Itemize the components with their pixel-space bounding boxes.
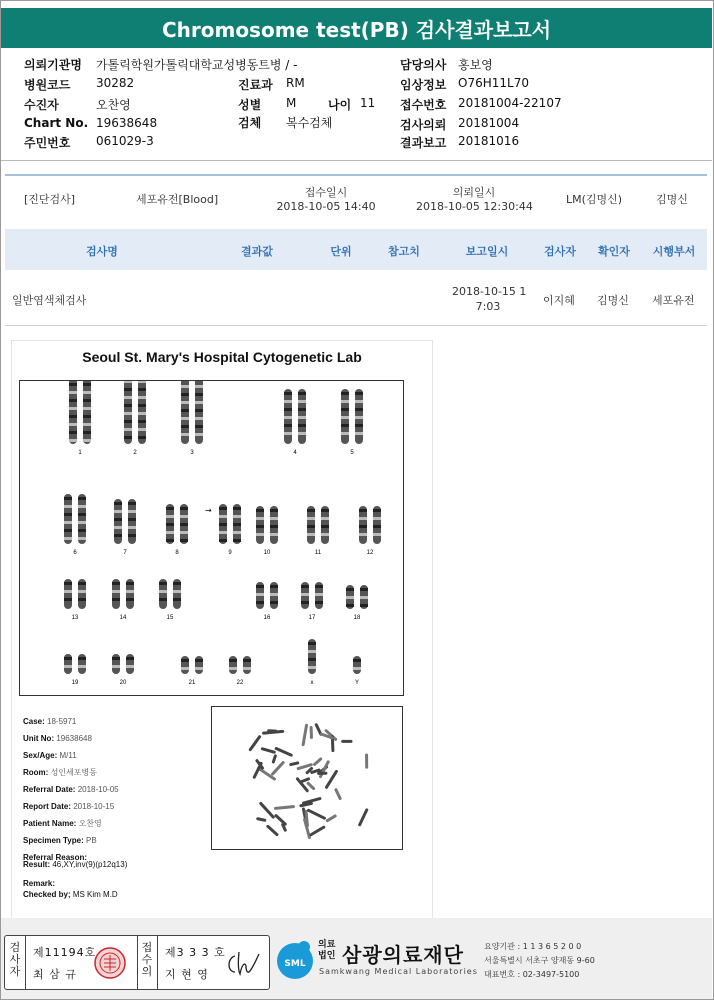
- chromosome-label: Y: [354, 680, 360, 686]
- chromosome-pair: [181, 656, 203, 686]
- metaphase-chromosome: [326, 771, 336, 787]
- request-time-value: 2018-10-05 12:30:44: [416, 200, 533, 213]
- chromosome-label: 10: [263, 550, 271, 556]
- metaphase-chromosome: [312, 770, 319, 772]
- report-field-label: Specimen Type:: [23, 836, 86, 845]
- report-field: [23, 815, 119, 832]
- report-field-label: Sex/Age:: [23, 751, 60, 760]
- doctor-label: 담당의사: [400, 58, 447, 72]
- clinical-label: 임상정보: [400, 78, 447, 92]
- report-date-label: 결과보고: [400, 136, 447, 150]
- header-checker: 확인자: [598, 245, 630, 258]
- chart-value: 19638648: [96, 116, 158, 130]
- chromosome-pair: [64, 654, 86, 686]
- report-field-value: PB: [85, 836, 97, 845]
- chromosome-pair: [112, 654, 134, 686]
- metaphase-chromosome: [273, 763, 284, 774]
- report-date-value: 20181016: [458, 134, 520, 148]
- metaphase-chromosome: [261, 803, 274, 817]
- chromosome-label: 17: [308, 615, 316, 621]
- karyotype-figure: [20, 381, 403, 695]
- row-report-time: [452, 284, 527, 314]
- metaphase-chromosome: [276, 816, 285, 825]
- dept-label: 진료과: [238, 78, 273, 92]
- row-report-time-line1: 2018-10-15 1: [452, 285, 527, 298]
- metaphase-chromosome: [262, 749, 274, 752]
- row-tester: 이지혜: [543, 294, 575, 307]
- metaphase-chromosome: [336, 790, 340, 799]
- org-address: 서울특별시 서초구 양재동 9-60: [484, 956, 595, 965]
- chromosome-label: 7: [123, 550, 127, 556]
- header-report-time: 보고일시: [465, 245, 509, 258]
- chromosome-label: 19: [71, 680, 79, 686]
- checked-by: [23, 889, 118, 900]
- tester-name: 최 삼 규: [33, 968, 77, 981]
- chromosome-label: 20: [119, 680, 127, 686]
- report-field-label: Case:: [23, 717, 48, 726]
- rrn-label: 주민번호: [24, 136, 71, 150]
- summary-top-border: [5, 174, 707, 176]
- chromosome-pair: [181, 381, 203, 456]
- chromosome-label: 1: [78, 450, 82, 456]
- receipt-no-label: 접수번호: [400, 98, 447, 112]
- report-result: [23, 859, 127, 870]
- institution-value: 가톨릭학원가톨릭대학교성병동트병 / -: [96, 58, 298, 72]
- age-value: 11: [360, 96, 376, 110]
- dept-value: RM: [286, 76, 305, 90]
- metaphase-chromosome: [291, 763, 298, 765]
- logo-text: SML: [284, 959, 306, 969]
- checked-value: MS Kim M.D: [72, 890, 118, 899]
- confirmer-name: 지 현 영: [165, 968, 209, 981]
- chromosome-label: 21: [188, 680, 196, 686]
- chromosome-pair: [159, 579, 181, 621]
- metaphase-chromosome: [250, 737, 259, 750]
- chromosome-pair: [64, 494, 86, 556]
- metaphase-chromosome: [273, 756, 275, 762]
- rrn-value: 061029-3: [96, 134, 154, 148]
- chromosome-pair: [341, 389, 363, 456]
- summary-receipt: [274, 186, 378, 214]
- result-label: Result:: [23, 860, 51, 869]
- signature-box: [4, 935, 270, 990]
- metaphase-chromosome: [311, 827, 324, 835]
- chromosome-pair: [69, 381, 91, 456]
- report-field: [23, 747, 119, 764]
- request-value: 20181004: [458, 116, 520, 130]
- chart-label: Chart No.: [24, 116, 89, 130]
- report-field-label: Referral Date:: [23, 785, 78, 794]
- chromosome-pair: [359, 506, 381, 556]
- specimen-label: 검체: [238, 116, 262, 130]
- metaphase-chromosome: [308, 810, 324, 818]
- chromosome-label: 11: [314, 550, 322, 556]
- arrow-icon: →: [205, 506, 212, 515]
- clinical-value: O76H11L70: [458, 76, 529, 90]
- summary-test-group: 세포유전[Blood]: [136, 193, 219, 206]
- metaphase-chromosome: [315, 759, 321, 764]
- header-department: 시행부서: [652, 245, 696, 258]
- chromosome-label: 9: [228, 550, 232, 556]
- metaphase-chromosome: [327, 816, 335, 821]
- summary-category: [진단검사]: [24, 193, 76, 206]
- report-field: [23, 764, 119, 781]
- result-value: 46,XY,inv(9)(p12q13): [52, 860, 128, 869]
- chromosome-label: 18: [353, 615, 361, 621]
- chromosome-label: 6: [73, 550, 77, 556]
- report-field-label: Report Date:: [23, 802, 74, 811]
- chromosome-label: 8: [175, 550, 179, 556]
- karyotype-image: [19, 380, 404, 696]
- org-name: 삼광의료재단: [342, 943, 464, 967]
- age-label: 나이: [328, 98, 352, 112]
- request-label: 검사의뢰: [400, 118, 447, 132]
- chromosome-pair: [219, 504, 241, 556]
- report-field-value: 19638648: [56, 734, 92, 743]
- lab-title: Seoul St. Mary's Hospital Cytogenetic Lab: [82, 349, 362, 365]
- chromosome-pair: [114, 499, 136, 556]
- report-field-label: Referral Reason:: [23, 853, 88, 862]
- chromosome-label: 5: [350, 450, 354, 456]
- chromosome-label: 16: [263, 615, 271, 621]
- examinee-label: 수진자: [24, 98, 59, 112]
- chromosome-label: x: [310, 680, 314, 686]
- report-title: Chromosome test(PB) 검사결과보고서: [1, 8, 712, 48]
- sig-divider: [25, 936, 26, 989]
- header-tester: 검사자: [544, 245, 576, 258]
- chromosome-label: 3: [190, 450, 194, 456]
- result-table-header: [5, 229, 707, 270]
- report-field-value: 2018-10-15: [73, 802, 115, 811]
- chromosome-pair: [308, 639, 316, 686]
- metaphase-chromosome: [276, 749, 291, 756]
- chromosome-label: 15: [166, 615, 174, 621]
- receipt-no-value: 20181004-22107: [458, 96, 562, 110]
- header-unit: 단위: [330, 245, 352, 258]
- confirmer-vertical-label: 접 수 의: [141, 941, 153, 978]
- org-phone: 대표번호 : 02-3497-5100: [484, 970, 580, 979]
- metaphase-chromosome: [303, 725, 306, 744]
- chromosome-pair: [124, 381, 146, 456]
- report-field-value: 2018-10-05: [77, 785, 119, 794]
- receipt-time-value: 2018-10-05 14:40: [276, 200, 376, 213]
- metaphase-chromosome: [268, 826, 277, 834]
- metaphase-figure: [212, 707, 402, 849]
- divider: [1, 160, 712, 161]
- checked-label: Checked by;: [23, 890, 71, 899]
- hospital-code-value: 30282: [96, 76, 135, 90]
- report-field: [23, 713, 119, 730]
- org-code: 요양기관 : 1 1 3 6 5 2 0 0: [484, 942, 582, 951]
- report-field: [23, 730, 119, 747]
- chromosome-label: 12: [366, 550, 374, 556]
- summary-request: [416, 186, 532, 214]
- metaphase-spread-image: [211, 706, 403, 850]
- sig-divider: [137, 936, 138, 989]
- chromosome-pair: [64, 579, 86, 621]
- report-field-label: Patient Name:: [23, 819, 79, 828]
- report-field: [23, 832, 119, 849]
- chromosome-label: 22: [236, 680, 244, 686]
- report-field-label: Unit No:: [23, 734, 57, 743]
- hospital-code-label: 병원코드: [24, 78, 71, 92]
- chromosome-pair: [353, 656, 361, 686]
- row-department: 세포유전: [652, 294, 695, 307]
- report-fields: [23, 713, 119, 866]
- metaphase-chromosome: [298, 765, 311, 769]
- chromosome-label: 2: [133, 450, 137, 456]
- doctor-value: 홍보영: [458, 58, 493, 72]
- row-report-time-line2: 7:03: [475, 300, 501, 313]
- row-divider: [5, 325, 707, 326]
- tester-license: 제11194호: [33, 946, 97, 959]
- chromosome-pair: [284, 389, 306, 456]
- org-english-name: Samkwang Medical Laboratories: [319, 967, 478, 976]
- seal-stamp: [93, 946, 127, 980]
- metaphase-chromosome: [302, 779, 309, 782]
- org-type: [318, 940, 335, 962]
- sex-label: 성별: [238, 98, 262, 112]
- handwritten-signature: [225, 948, 261, 978]
- sml-logo-icon: [273, 937, 317, 983]
- report-field-value: 18-5971: [47, 717, 77, 726]
- chromosome-label: 13: [71, 615, 79, 621]
- sig-divider: [157, 936, 158, 989]
- report-field-value: 성인세포병동: [50, 768, 97, 777]
- report-field-label: Room:: [23, 768, 51, 777]
- report-field: [23, 781, 119, 798]
- chromosome-pair: [256, 582, 278, 621]
- row-checker: 김명신: [597, 294, 629, 307]
- metaphase-chromosome: [316, 725, 321, 734]
- chromosome-label: 14: [119, 615, 127, 621]
- tester-vertical-label: 검 사 자: [9, 941, 21, 978]
- chromosome-pair: [229, 656, 251, 686]
- chromosome-pair: [301, 582, 323, 621]
- header-reference: 참고치: [388, 245, 420, 258]
- chromosome-pair: [166, 504, 188, 556]
- header-result: 결과값: [241, 245, 273, 258]
- request-time-label: 의뢰일시: [452, 186, 496, 199]
- report-field: [23, 798, 119, 815]
- receipt-time-label: 접수일시: [304, 186, 348, 199]
- metaphase-chromosome: [258, 819, 265, 821]
- cytogenetic-report: [11, 340, 433, 920]
- org-type-text: 의료 법인: [318, 940, 336, 961]
- remark-label: Remark:: [23, 879, 56, 888]
- row-test-name: 일반염색체검사: [12, 294, 87, 307]
- institution-label: 의뢰기관명: [24, 58, 82, 72]
- sex-value: M: [286, 96, 297, 110]
- specimen-value: 복수검체: [286, 116, 333, 130]
- metaphase-chromosome: [308, 783, 313, 788]
- chromosome-pair: [256, 506, 278, 556]
- metaphase-chromosome: [275, 807, 293, 809]
- header-test-name: 검사명: [86, 245, 118, 258]
- metaphase-chromosome: [360, 810, 367, 825]
- confirmer-license: 제3 3 3 호: [165, 946, 226, 959]
- summary-lm: LM(김명신): [566, 193, 623, 206]
- report-field-value: 오찬영: [78, 819, 102, 828]
- summary-lm-name: 김명신: [656, 193, 688, 206]
- examinee-value: 오찬영: [96, 98, 131, 112]
- chromosome-pair: [112, 579, 134, 621]
- report-field-value: M/11: [59, 751, 77, 760]
- chromosome-pair: [346, 585, 368, 621]
- chromosome-pair: [307, 506, 329, 556]
- chromosome-label: 4: [293, 450, 297, 456]
